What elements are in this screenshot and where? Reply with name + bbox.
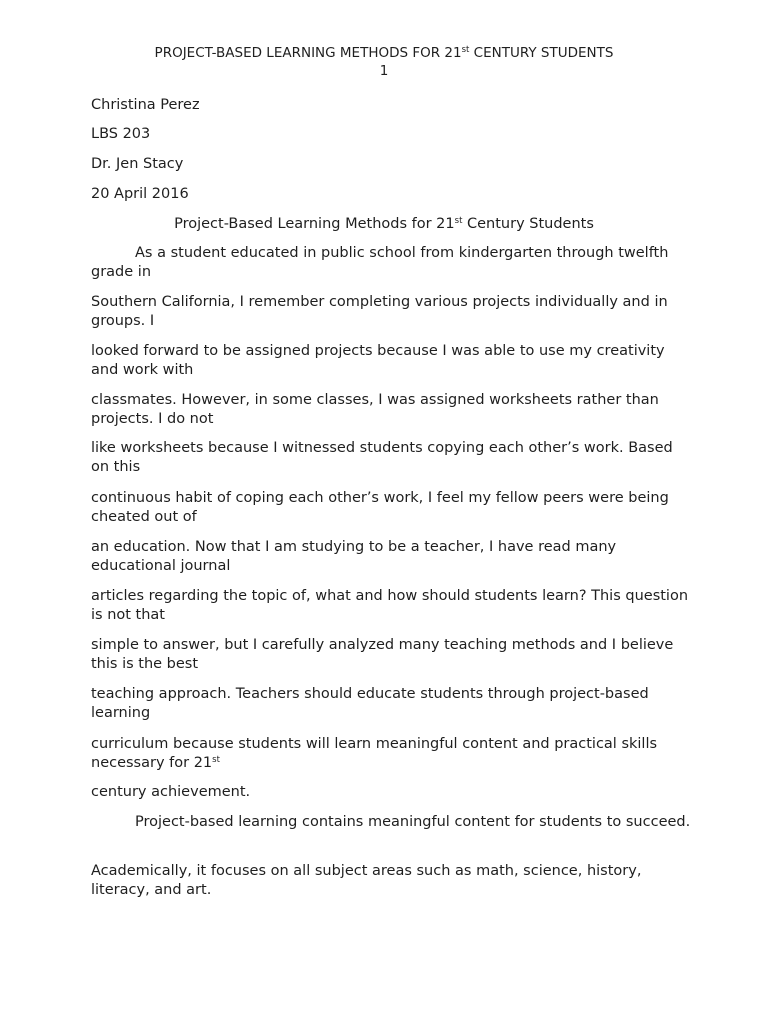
- author-name: Christina Perez: [91, 97, 200, 113]
- body-line: an education. Now that I am studying to be a teacher, I have read many educational journal: [91, 539, 617, 574]
- running-head-text: PROJECT-BASED LEARNING METHODS FOR 21: [154, 45, 462, 61]
- body-line: [91, 244, 691, 281]
- body-line: teaching approach. Teachers should educate students through project-based learning: [91, 686, 649, 721]
- body-line: articles regarding the topic of, what and how should students learn? This question is not that: [91, 588, 689, 623]
- body-line: Southern California, I remember completing various projects individually and in groups. I: [91, 294, 668, 329]
- body-line: like worksheets because I witnessed students copying each other’s work. Based on this: [91, 440, 673, 475]
- body-line-text: As a student educated in public school from kindergarten through twelfth grade in: [91, 245, 669, 280]
- page-number: 1: [379, 63, 389, 79]
- course-code: LBS 203: [91, 126, 151, 142]
- running-head-superscript: st: [461, 45, 470, 55]
- body-line: century achievement.: [91, 784, 251, 800]
- body-line: [91, 735, 691, 772]
- body-line: Academically, it focuses on all subject areas such as math, science, history, literacy, and art.: [91, 863, 642, 898]
- running-head: [0, 45, 768, 62]
- instructor-name: Dr. Jen Stacy: [91, 156, 184, 172]
- body-line-text: curriculum because students will learn meaningful content and practical skills necessary for 21: [91, 736, 658, 771]
- body-line: continuous habit of coping each other’s work, I feel my fellow peers were being cheated out of: [91, 490, 669, 525]
- essay-title-superscript: st: [454, 216, 463, 226]
- running-head-text-end: CENTURY STUDENTS: [469, 45, 614, 61]
- body-line-superscript: st: [212, 754, 220, 765]
- body-line: [91, 813, 691, 832]
- essay-date: 20 April 2016: [91, 186, 189, 202]
- body-line: looked forward to be assigned projects because I was able to use my creativity and work with: [91, 343, 665, 378]
- body-line: classmates. However, in some classes, I was assigned worksheets rather than projects. I do not: [91, 392, 659, 427]
- essay-title-text-end: Century Students: [462, 216, 594, 232]
- body-line-text: Project-based learning contains meaningful content for students to succeed.: [135, 814, 691, 830]
- body-line: simple to answer, but I carefully analyzed many teaching methods and I believe this is the best: [91, 637, 674, 672]
- essay-title: [0, 215, 768, 233]
- essay-title-text: Project-Based Learning Methods for 21: [174, 216, 455, 232]
